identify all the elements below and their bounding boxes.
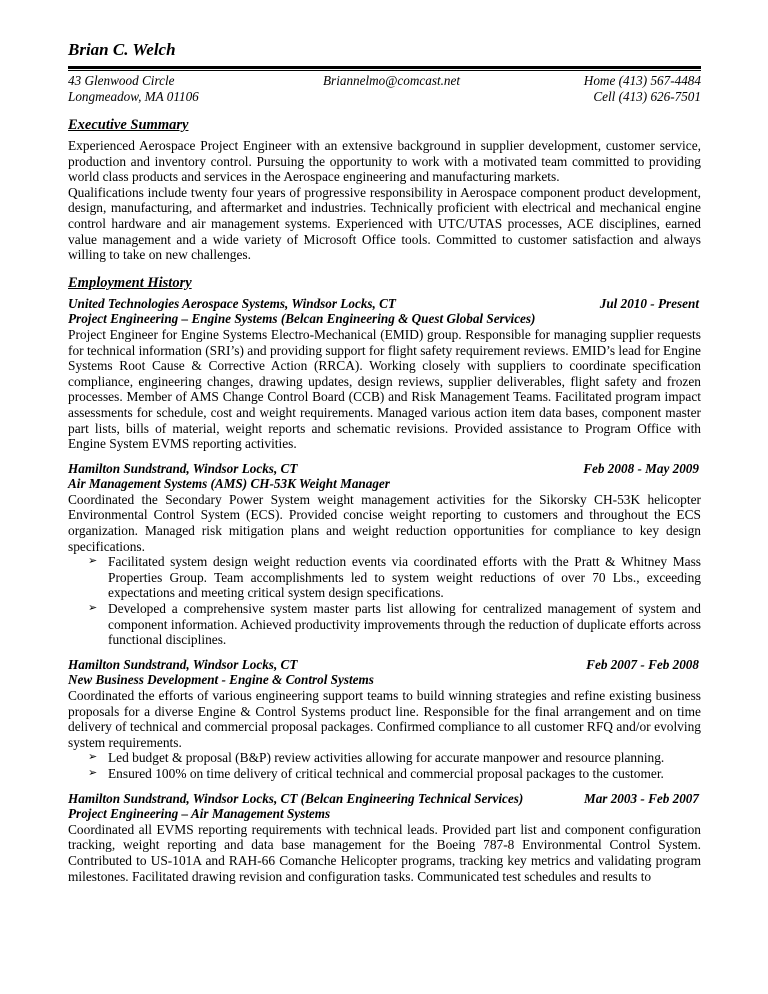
employment-history-heading: Employment History [68, 274, 192, 291]
job-description: Coordinated all EVMS reporting requirements with technical leads. Provided part list and component configuration tracking, weight reporting and data base management for the Boeing 787-8 Environmental Control System. Contributed to US-101A and RAH-66 Comanche Helicopter programs, tracking key metrics and validating program milestones. Facilitated drawing revision and configuration tasks. Communicated test schedules and results to [68, 821, 701, 884]
arrow-bullet-icon: ➢ [88, 766, 98, 779]
bullet-text: Facilitated system design weight reduction events via coordinated efforts with the Pratt & Whitney Mass Properties Group. Team accomplishments led to system weight reductions of over 70 Lbs., exceeding expectations and meeting critical system design specifications. [108, 554, 701, 601]
job-dates: Feb 2007 - Feb 2008 [586, 656, 699, 672]
job-list [68, 296, 701, 884]
address-line-2: Longmeadow, MA 01106 [68, 89, 199, 104]
arrow-bullet-icon: ➢ [88, 751, 98, 764]
job-company: Hamilton Sundstrand, Windsor Locks, CT [68, 460, 298, 476]
job-company: Hamilton Sundstrand, Windsor Locks, CT [68, 656, 298, 672]
job-entry [68, 296, 701, 452]
job-role: Project Engineering – Air Management Systems [68, 806, 331, 822]
cell-phone: Cell (413) 626-7501 [593, 89, 701, 104]
summary-paragraph: Experienced Aerospace Project Engineer with an extensive background in supplier development, customer service, production and inventory control. Pursuing the opportunity to work with a motivated team committed to providing world class products and services in the Aerospace engineering and manufacturing markets. [68, 138, 701, 185]
list-item [88, 750, 701, 766]
job-dates: Feb 2008 - May 2009 [583, 460, 699, 476]
job-bullet-list [68, 554, 701, 648]
arrow-bullet-icon: ➢ [88, 555, 98, 568]
candidate-name: Brian C. Welch [68, 40, 176, 59]
list-item [88, 554, 701, 601]
bullet-text: Ensured 100% on time delivery of critical technical and commercial proposal packages to the customer. [108, 765, 664, 781]
qualifications-paragraph: Qualifications include twenty four years of progressive responsibility in Aerospace component product development, design, manufacturing, and aftermarket and industries. Technically proficient with electrical and mechanical engine control hardware and air management systems. Experienced with UTC/UTAS processes, ACE disciplines, earned value management and a wide variety of Microsoft Office tools. Committed to customer satisfaction and always willing to take on new challenges. [68, 184, 701, 263]
address-line-1: 43 Glenwood Circle [68, 73, 175, 88]
email-address: Briannelmo@comcast.net [323, 73, 461, 88]
contact-row-1 [68, 73, 701, 89]
job-dates: Jul 2010 - Present [599, 295, 699, 311]
job-description: Coordinated the efforts of various engineering support teams to build winning strategies and refine existing business proposals for a diverse Engine & Control Systems product line. Responsible for the final arrangement and on time delivery of technical and commercial proposal packages. Confirmed compliance to all customer RFQ and/or evolving system requirements. [68, 688, 701, 750]
header-rule [68, 66, 701, 71]
job-entry [68, 657, 701, 782]
list-item [88, 766, 701, 782]
job-header [68, 461, 701, 477]
job-role: Air Management Systems (AMS) CH-53K Weight Manager [68, 476, 390, 492]
list-item [88, 601, 701, 648]
bullet-text: Developed a comprehensive system master parts list allowing for centralized management of system and component information. Achieved productivity improvements through the reduction of duplicate efforts across functional disciplines. [108, 601, 701, 648]
job-company: United Technologies Aerospace Systems, Windsor Locks, CT [68, 295, 396, 311]
job-header [68, 657, 701, 673]
arrow-bullet-icon: ➢ [88, 602, 98, 615]
job-bullet-list [68, 750, 701, 781]
job-entry [68, 461, 701, 648]
job-dates: Mar 2003 - Feb 2007 [583, 790, 699, 806]
job-entry [68, 791, 701, 885]
job-header [68, 296, 701, 312]
job-description: Project Engineer for Engine Systems Electro-Mechanical (EMID) group. Responsible for managing supplier requests for technical information (SRI’s) and providing support for flight safety requirement reviews. EMID’s lead for Engine Systems Root Cause & Corrective Action (RRCA). Working closely with suppliers to coordinate specification compliance, engineering changes, drawing updates, design reviews, supplier deliverables, flight safety and frozen processes. Member of AMS Change Control Board (CCB) and Risk Management Teams. Facilitated program impact assessments for schedule, cost and weight requirements. Managed various action item data bases, component master part lists, bills of material, weight reports and schematic revisions. Provided assistance to Program Office with Engine System EVMS reporting activities. [68, 326, 701, 452]
bullet-text: Led budget & proposal (B&P) review activities allowing for accurate manpower and resource planning. [108, 750, 665, 766]
job-header [68, 791, 701, 807]
job-company: Hamilton Sundstrand, Windsor Locks, CT (Belcan Engineering Technical Services) [68, 790, 524, 806]
contact-row-2 [68, 89, 701, 105]
home-phone: Home (413) 567-4484 [583, 73, 701, 88]
resume-page [68, 40, 701, 884]
job-description: Coordinated the Secondary Power System weight management activities for the Sikorsky CH-53K helicopter Environmental Control System (ECS). Provided concise weight reporting to customers and throughout the ECS organization. Managed risk mitigation plans and weight reduction opportunities for compliance to key design specifications. [68, 491, 701, 554]
job-role: New Business Development - Engine & Control Systems [68, 672, 374, 688]
job-role: Project Engineering – Engine Systems (Belcan Engineering & Quest Global Services) [68, 311, 536, 327]
executive-summary-heading: Executive Summary [68, 117, 189, 133]
